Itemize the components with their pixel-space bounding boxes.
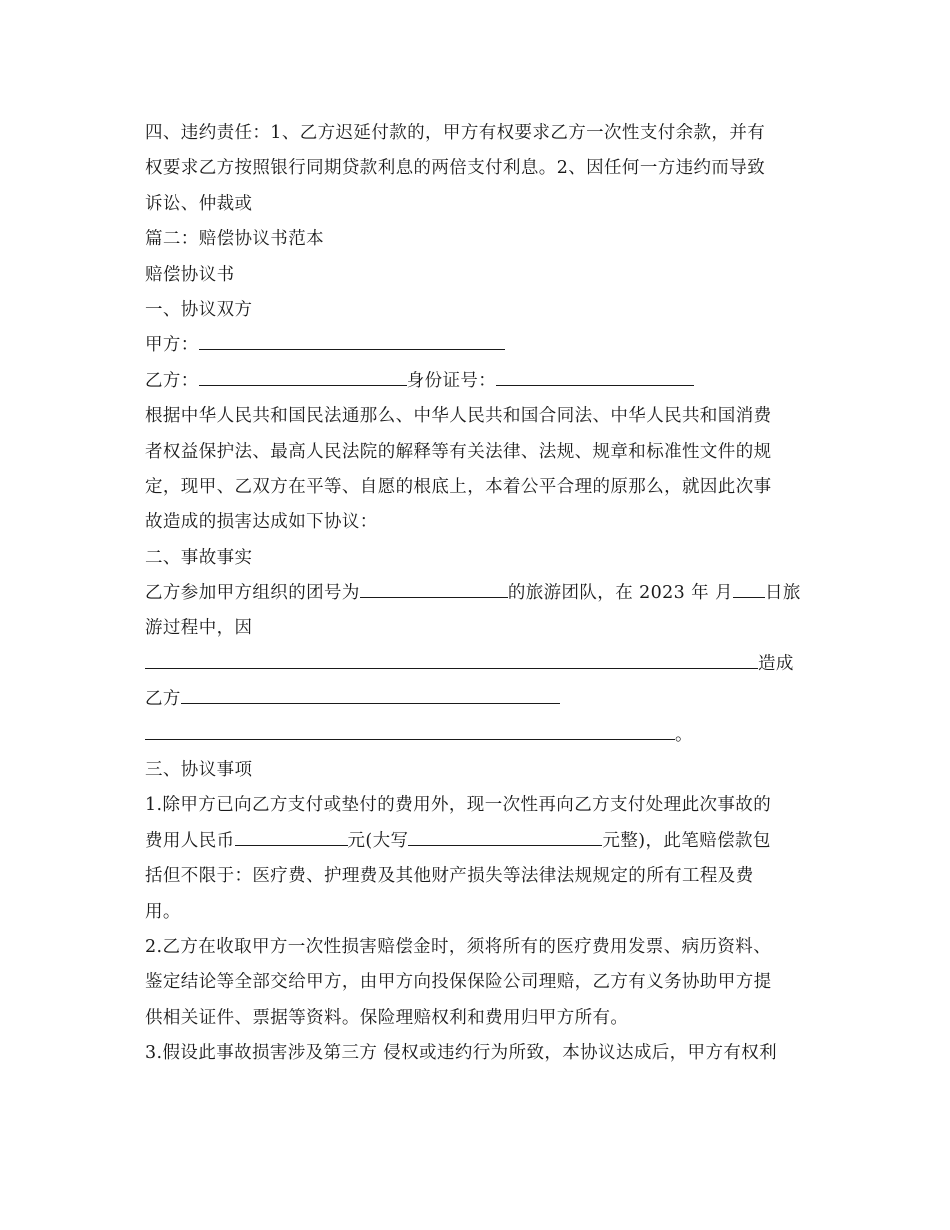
item-3-line-1: 3.假设此事故损害涉及第三方 侵权或违约行为所致，本协议达成后，甲方有权利 (145, 1043, 778, 1064)
cause-blank[interactable] (145, 648, 758, 669)
item-2-line-1: 2.乙方在收取甲方一次性损害赔偿金时，须将所有的医疗费用发票、病历资料、 (145, 936, 772, 957)
amount-blank[interactable] (235, 825, 348, 846)
item-1-line-2 (145, 824, 825, 859)
day-blank[interactable] (733, 577, 765, 598)
chapter-heading: 篇二：赔偿协议书范本 (145, 229, 324, 250)
item-1-line-4: 用。 (145, 901, 181, 922)
section-2-title: 二、事故事实 (145, 547, 253, 568)
basis-line-3: 定，现甲、乙双方在平等、自愿的根底上，本着公平合理的原那么，就因此次事 (145, 476, 772, 497)
section-1-title: 一、协议双方 (145, 299, 253, 320)
amount-uppercase-blank[interactable] (408, 825, 602, 846)
breach-clause-line-3: 诉讼、仲裁或 (145, 193, 253, 214)
item-2-line-3: 供相关证件、票据等资料。保险理赔权利和费用归甲方所有。 (145, 1007, 629, 1028)
party-b-short-label: 乙方 (145, 689, 181, 710)
injury-row (145, 682, 825, 717)
document-title: 赔偿协议书 (145, 264, 235, 285)
item-1-line-3: 括但不限于：医疗费、护理费及其他财产损失等法律法规规定的所有工程及费 (145, 866, 754, 887)
fact-mid: 的旅游团队，在 2023 年 月 (507, 583, 733, 604)
party-a-label: 甲方： (145, 335, 199, 356)
group-number-blank[interactable] (360, 577, 508, 598)
amount-suffix: 元整)，此笔赔偿款包 (602, 830, 771, 851)
cause-row (145, 647, 825, 682)
section-3-title: 三、协议事项 (145, 760, 253, 781)
amount-prefix: 费用人民币 (145, 830, 235, 851)
party-b-label: 乙方： (145, 370, 199, 391)
injury-blank[interactable] (181, 683, 560, 704)
breach-clause-line-2: 权要求乙方按照银行同期贷款利息的两倍支付利息。2、因任何一方违约而导致 (145, 158, 766, 179)
id-number-label: 身份证号： (406, 370, 497, 391)
id-number-blank[interactable] (496, 365, 694, 386)
document-body (145, 116, 825, 1072)
injury-row-2 (145, 718, 825, 753)
basis-line-2: 者权益保护法、最高人民法院的解释等有关法律、法规、规章和标准性文件的规 (145, 441, 772, 462)
amount-uppercase-label: 元(大写 (347, 830, 409, 851)
item-2-line-2: 鉴定结论等全部交给甲方，由甲方向投保保险公司理赔，乙方有义务协助甲方提 (145, 972, 772, 993)
fact-row-1 (145, 576, 825, 611)
party-a-row (145, 328, 825, 363)
injury-continued-blank[interactable] (145, 719, 675, 740)
fact-prefix: 乙方参加甲方组织的团号为 (145, 583, 360, 604)
fact-row-2: 游过程中，因 (145, 618, 253, 639)
party-b-row (145, 364, 825, 399)
period-mark: 。 (675, 724, 693, 745)
caused-label: 造成 (758, 653, 794, 674)
breach-clause-line-1: 四、违约责任：1、乙方迟延付款的，甲方有权要求乙方一次性支付余款，并有 (145, 123, 766, 143)
party-a-blank[interactable] (199, 329, 505, 350)
item-1-line-1: 1.除甲方已向乙方支付或垫付的费用外，现一次性再向乙方支付处理此次事故的 (145, 795, 772, 816)
basis-line-4: 故造成的损害达成如下协议： (145, 512, 378, 533)
fact-suffix: 日旅 (764, 583, 801, 604)
party-b-blank[interactable] (199, 365, 407, 386)
basis-line-1: 根据中华人民共和国民法通那么、中华人民共和国合同法、中华人民共和国消费 (145, 406, 772, 427)
